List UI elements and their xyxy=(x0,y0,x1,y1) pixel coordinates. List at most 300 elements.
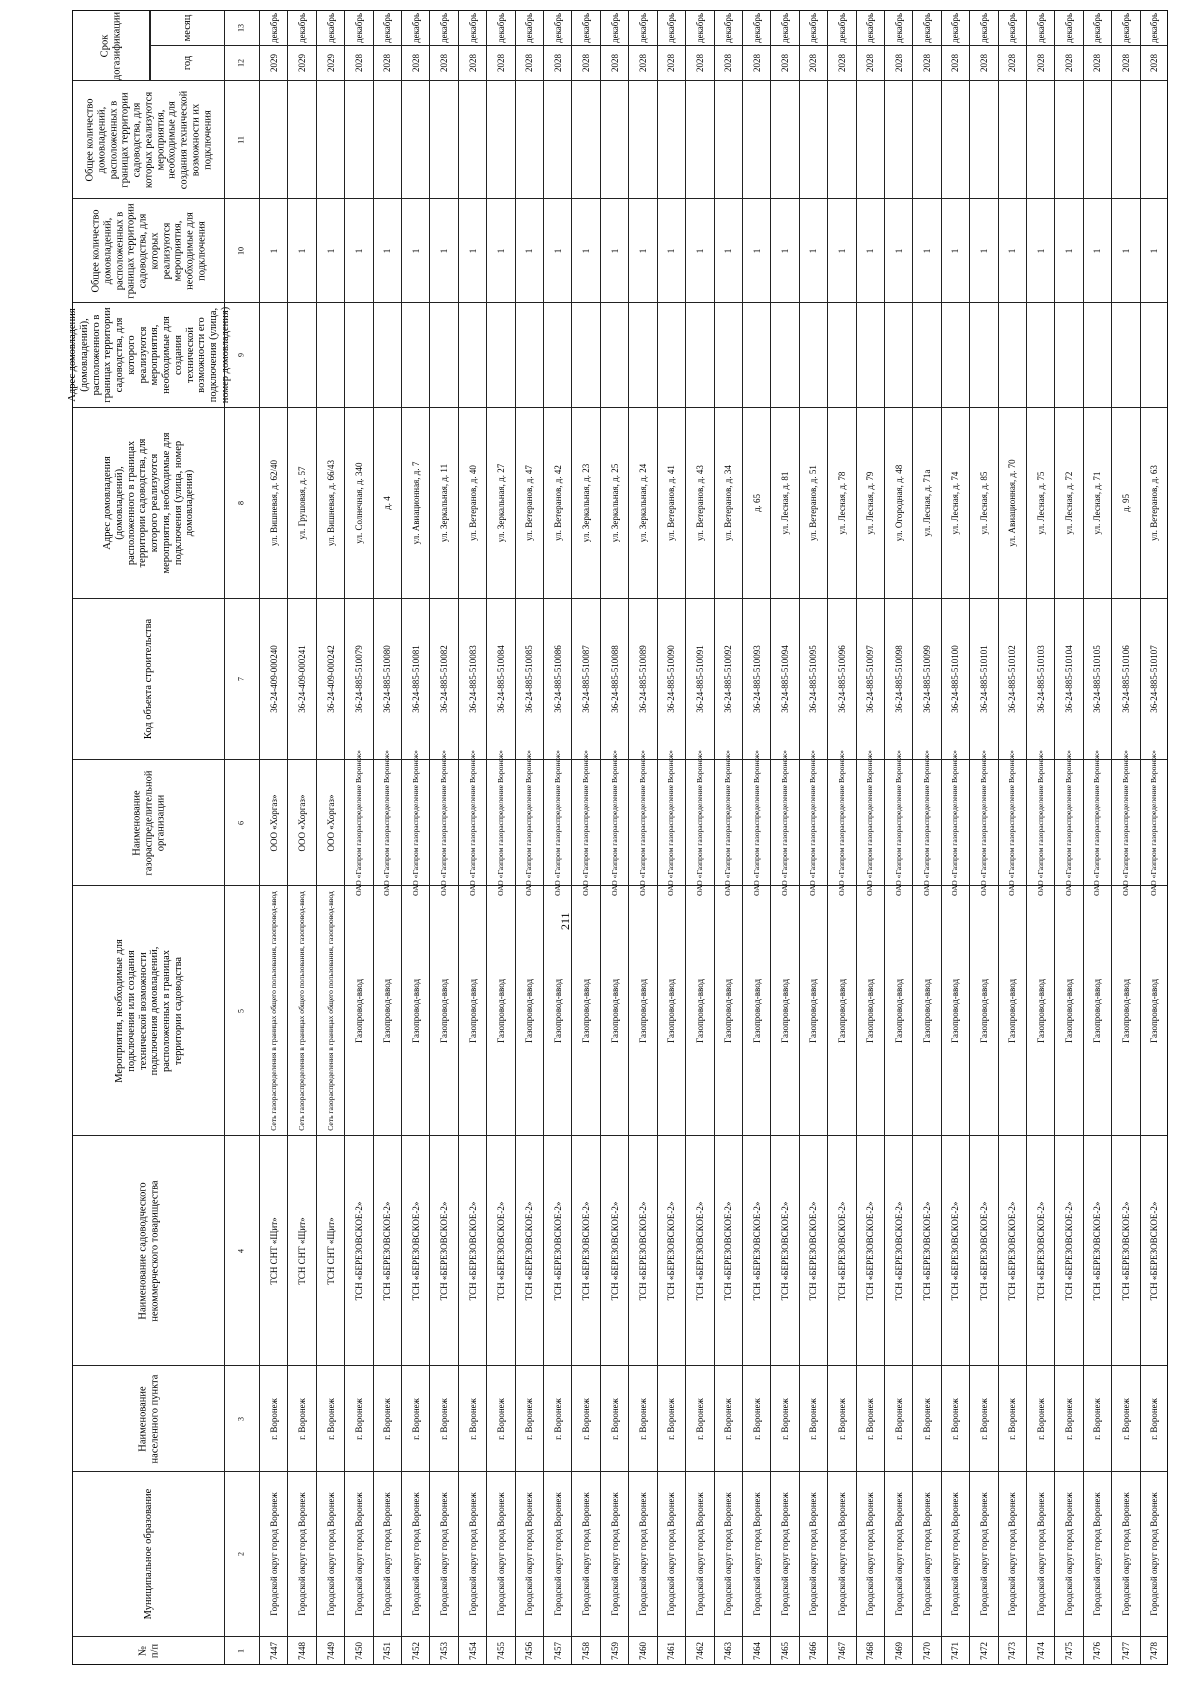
household-address-technical xyxy=(770,302,798,407)
row-number xyxy=(287,1636,315,1665)
settlement xyxy=(287,1365,315,1471)
household-address xyxy=(1111,407,1139,598)
deadline-month xyxy=(998,10,1026,45)
snt-name xyxy=(543,1135,571,1365)
municipality xyxy=(259,1471,287,1636)
deadline-year-text: 2028 xyxy=(439,54,450,72)
deadline-year-text: 2028 xyxy=(467,54,478,72)
municipality xyxy=(1140,1471,1168,1636)
household-address-technical xyxy=(1111,302,1139,407)
deadline-year-text: 2029 xyxy=(325,54,336,72)
column-number-1 xyxy=(224,1636,259,1665)
deadline-month xyxy=(571,10,599,45)
column-number-text: 2 xyxy=(236,1552,246,1556)
households-count-technical xyxy=(856,80,884,198)
measure-text: Газопровод-ввод xyxy=(922,978,933,1043)
household-address-technical xyxy=(486,302,514,407)
settlement xyxy=(1140,1365,1168,1471)
settlement-text: г. Воронеж xyxy=(808,1397,819,1440)
gas-organization xyxy=(515,749,543,896)
household-address xyxy=(912,407,940,598)
municipality xyxy=(969,1471,997,1636)
municipality-text: Городской округ город Воронеж xyxy=(950,1492,961,1616)
households-count-technical xyxy=(770,80,798,198)
gas-organization xyxy=(884,749,912,896)
household-address xyxy=(685,407,713,598)
deadline-year-text: 2028 xyxy=(922,54,933,72)
measure-text: Газопровод-ввод xyxy=(723,978,734,1043)
deadline-year xyxy=(515,45,543,80)
gas-organization-text: ОАО «Газпром газораспределение Воронеж» xyxy=(666,749,676,896)
municipality xyxy=(799,1471,827,1636)
settlement xyxy=(827,1365,855,1471)
households-count xyxy=(628,198,656,302)
deadline-month-text: декабрь xyxy=(779,13,790,43)
municipality-text: Городской округ город Воронеж xyxy=(325,1492,336,1616)
households-count-text: 1 xyxy=(723,248,734,253)
household-address-technical xyxy=(401,302,429,407)
household-address xyxy=(429,407,457,598)
households-count-technical xyxy=(941,80,969,198)
row-number xyxy=(998,1636,1026,1665)
measure xyxy=(259,885,287,1135)
object-code xyxy=(742,598,770,759)
gas-organization xyxy=(685,749,713,896)
deadline-month-text: декабрь xyxy=(1007,13,1018,43)
measure-text: Газопровод-ввод xyxy=(978,978,989,1043)
gas-organization-text: ОАО «Газпром газораспределение Воронеж» xyxy=(1120,749,1130,896)
measure-text: Газопровод-ввод xyxy=(524,978,535,1043)
households-count-text: 1 xyxy=(467,248,478,253)
header-deadline-year xyxy=(150,45,224,80)
households-count-technical xyxy=(1140,80,1168,198)
deadline-month xyxy=(515,10,543,45)
snt-name xyxy=(373,1135,401,1365)
header-household-address xyxy=(72,407,224,598)
gas-organization xyxy=(259,759,287,885)
gas-organization-text: ОАО «Газпром газораспределение Воронеж» xyxy=(978,749,988,896)
row-number-text: 7451 xyxy=(382,1641,393,1660)
measure xyxy=(344,885,372,1135)
gas-organization-text: ОАО «Газпром газораспределение Воронеж» xyxy=(524,749,534,896)
object-code xyxy=(1111,598,1139,759)
measure-text: Газопровод-ввод xyxy=(609,978,620,1043)
gas-organization xyxy=(458,749,486,896)
gas-organization xyxy=(1026,749,1054,896)
snt-name-text: ТСН «БЕРЕЗОВСКОЕ-2» xyxy=(495,1201,506,1300)
municipality xyxy=(373,1471,401,1636)
measure-text: Газопровод-ввод xyxy=(666,978,677,1043)
deadline-year xyxy=(1083,45,1111,80)
household-address-text: ул. Огородная, д. 48 xyxy=(893,464,904,542)
column-number-text: 6 xyxy=(236,820,246,825)
column-number-5 xyxy=(224,885,259,1135)
settlement xyxy=(628,1365,656,1471)
municipality xyxy=(486,1471,514,1636)
measure-text: Газопровод-ввод xyxy=(552,978,563,1043)
settlement-text: г. Воронеж xyxy=(950,1397,961,1440)
municipality xyxy=(714,1471,742,1636)
row-number xyxy=(628,1636,656,1665)
column-number-3 xyxy=(224,1365,259,1471)
measure-text: Газопровод-ввод xyxy=(865,978,876,1043)
deadline-month xyxy=(600,10,628,45)
column-number-6 xyxy=(224,759,259,885)
household-address-text: ул. Лесная, д. 78 xyxy=(836,471,847,535)
gas-organization xyxy=(344,749,372,896)
households-count-text: 1 xyxy=(893,248,904,253)
column-number-text: 1 xyxy=(236,1649,246,1653)
deadline-year xyxy=(373,45,401,80)
household-address-text: ул. Лесная, д. 81 xyxy=(779,471,790,535)
deadline-month-text: декабрь xyxy=(382,13,393,43)
households-count-technical xyxy=(827,80,855,198)
column-number-4 xyxy=(224,1135,259,1365)
deadline-month-text: декабрь xyxy=(1148,13,1159,43)
measure-text: Газопровод-ввод xyxy=(1120,978,1131,1043)
snt-name-text: ТСН «БЕРЕЗОВСКОЕ-2» xyxy=(751,1201,762,1300)
row-number-text: 7469 xyxy=(893,1641,904,1660)
settlement-text: г. Воронеж xyxy=(581,1397,592,1440)
households-count-text: 1 xyxy=(1148,248,1159,253)
households-count-technical xyxy=(259,80,287,198)
deadline-month xyxy=(287,10,315,45)
settlement xyxy=(884,1365,912,1471)
row-number-text: 7476 xyxy=(1092,1641,1103,1660)
object-code xyxy=(458,598,486,759)
gas-organization-text: ОАО «Газпром газораспределение Воронеж» xyxy=(864,749,874,896)
municipality-text: Городской округ город Воронеж xyxy=(836,1492,847,1616)
settlement-text: г. Воронеж xyxy=(1007,1397,1018,1440)
measure xyxy=(856,885,884,1135)
households-count xyxy=(1083,198,1111,302)
measure xyxy=(458,885,486,1135)
snt-name-text: ТСН «БЕРЕЗОВСКОЕ-2» xyxy=(865,1201,876,1300)
household-address-text: ул. Зеркальная, д. 27 xyxy=(495,463,506,543)
households-count-text: 1 xyxy=(325,248,336,253)
households-count-technical xyxy=(998,80,1026,198)
households-count-text: 1 xyxy=(609,248,620,253)
households-count xyxy=(827,198,855,302)
deadline-year-text: 2028 xyxy=(1092,54,1103,72)
object-code xyxy=(941,598,969,759)
households-count xyxy=(458,198,486,302)
household-address xyxy=(373,407,401,598)
column-number-10 xyxy=(224,198,259,302)
deadline-year-text: 2028 xyxy=(723,54,734,72)
settlement-text: г. Воронеж xyxy=(779,1397,790,1440)
household-address-text: ул. Зеркальная, д. 25 xyxy=(609,463,620,543)
measure-text: Газопровод-ввод xyxy=(950,978,961,1043)
household-address xyxy=(401,407,429,598)
household-address xyxy=(657,407,685,598)
municipality xyxy=(1111,1471,1139,1636)
municipality xyxy=(998,1471,1026,1636)
municipality-text: Городской округ город Воронеж xyxy=(637,1492,648,1616)
municipality xyxy=(884,1471,912,1636)
gas-organization-text: ООО «Хоргаз» xyxy=(268,794,279,851)
municipality-text: Городской округ город Воронеж xyxy=(382,1492,393,1616)
gas-organization xyxy=(998,749,1026,896)
household-address-technical xyxy=(856,302,884,407)
settlement-text: г. Воронеж xyxy=(524,1397,535,1440)
municipality-text: Городской округ город Воронеж xyxy=(495,1492,506,1616)
object-code xyxy=(1140,598,1168,759)
measure-text: Газопровод-ввод xyxy=(439,978,450,1043)
header-household-address-text: Адрес домовладения (домовладений), расположенного в границах территории садоводства, для которого реализуются мероприятия, необходимые для подключения (улица, номер домовладения) xyxy=(101,432,195,574)
header-households-count-technical xyxy=(72,80,224,198)
gas-organization-text: ОАО «Газпром газораспределение Воронеж» xyxy=(410,749,420,896)
settlement xyxy=(429,1365,457,1471)
object-code-text: 36-24-885-510106 xyxy=(1120,645,1131,713)
households-count-technical xyxy=(458,80,486,198)
households-count-technical xyxy=(685,80,713,198)
households-count-technical xyxy=(628,80,656,198)
municipality xyxy=(941,1471,969,1636)
measure-text: Газопровод-ввод xyxy=(751,978,762,1043)
households-count-text: 1 xyxy=(439,248,450,253)
object-code-text: 36-24-885-510104 xyxy=(1064,645,1075,713)
deadline-month-text: декабрь xyxy=(495,13,506,43)
measure-text: Газопровод-ввод xyxy=(637,978,648,1043)
gas-organization xyxy=(316,759,344,885)
municipality xyxy=(1083,1471,1111,1636)
deadline-year xyxy=(1054,45,1082,80)
municipality-text: Городской округ город Воронеж xyxy=(751,1492,762,1616)
deadline-year-text: 2028 xyxy=(410,54,421,72)
row-number-text: 7449 xyxy=(325,1641,336,1660)
household-address-technical xyxy=(969,302,997,407)
households-count xyxy=(1054,198,1082,302)
households-count-text: 1 xyxy=(581,248,592,253)
household-address xyxy=(742,407,770,598)
households-count xyxy=(799,198,827,302)
header-gas-organization xyxy=(72,759,224,885)
header-households-count xyxy=(72,198,224,302)
deadline-year xyxy=(1140,45,1168,80)
object-code xyxy=(1054,598,1082,759)
municipality-text: Городской округ город Воронеж xyxy=(410,1492,421,1616)
gas-organization xyxy=(486,749,514,896)
households-count xyxy=(373,198,401,302)
household-address-technical xyxy=(799,302,827,407)
row-number xyxy=(373,1636,401,1665)
row-number-text: 7473 xyxy=(1007,1641,1018,1660)
row-number xyxy=(884,1636,912,1665)
row-number-text: 7475 xyxy=(1064,1641,1075,1660)
household-address-technical xyxy=(259,302,287,407)
measure xyxy=(998,885,1026,1135)
households-count-text: 1 xyxy=(495,248,506,253)
object-code xyxy=(1083,598,1111,759)
header-measure xyxy=(72,885,224,1135)
row-number xyxy=(1111,1636,1139,1665)
measure xyxy=(571,885,599,1135)
household-address-text: ул. Лесная, д. 71 xyxy=(1092,471,1103,535)
gas-organization xyxy=(600,749,628,896)
gas-organization-text: ОАО «Газпром газораспределение Воронеж» xyxy=(382,749,392,896)
gas-organization xyxy=(1111,749,1139,896)
snt-name-text: ТСН «БЕРЕЗОВСКОЕ-2» xyxy=(581,1201,592,1300)
deadline-year xyxy=(969,45,997,80)
municipality-text: Городской округ город Воронеж xyxy=(609,1492,620,1616)
snt-name-text: ТСН «БЕРЕЗОВСКОЕ-2» xyxy=(439,1201,450,1300)
municipality-text: Городской округ город Воронеж xyxy=(1092,1492,1103,1616)
households-count xyxy=(1140,198,1168,302)
object-code-text: 36-24-885-510102 xyxy=(1007,645,1018,713)
object-code-text: 36-24-885-510103 xyxy=(1035,645,1046,713)
households-count-technical xyxy=(543,80,571,198)
deadline-month-text: декабрь xyxy=(922,13,933,43)
deadline-month xyxy=(458,10,486,45)
object-code xyxy=(515,598,543,759)
measure-text: Газопровод-ввод xyxy=(808,978,819,1043)
header-settlement-text: Наименование населенного пункта xyxy=(136,1374,160,1463)
deadline-month xyxy=(486,10,514,45)
municipality-text: Городской округ город Воронеж xyxy=(723,1492,734,1616)
household-address xyxy=(1054,407,1082,598)
households-count-technical xyxy=(1026,80,1054,198)
deadline-year xyxy=(998,45,1026,80)
measure xyxy=(827,885,855,1135)
settlement xyxy=(912,1365,940,1471)
deadline-month-text: декабрь xyxy=(268,13,279,43)
snt-name xyxy=(884,1135,912,1365)
deadline-month-text: декабрь xyxy=(524,13,535,43)
deadline-year-text: 2028 xyxy=(836,54,847,72)
households-count xyxy=(1026,198,1054,302)
gas-organization xyxy=(657,749,685,896)
gas-organization xyxy=(912,749,940,896)
deadline-month xyxy=(316,10,344,45)
row-number-text: 7468 xyxy=(865,1641,876,1660)
snt-name xyxy=(344,1135,372,1365)
settlement-text: г. Воронеж xyxy=(1064,1397,1075,1440)
row-number xyxy=(1140,1636,1168,1665)
municipality xyxy=(344,1471,372,1636)
gas-organization-text: ОАО «Газпром газораспределение Воронеж» xyxy=(722,749,732,896)
deadline-year xyxy=(458,45,486,80)
gas-organization-text: ОАО «Газпром газораспределение Воронеж» xyxy=(1007,749,1017,896)
deadline-month xyxy=(884,10,912,45)
deadline-month-text: декабрь xyxy=(581,13,592,43)
snt-name-text: ТСН «БЕРЕЗОВСКОЕ-2» xyxy=(552,1201,563,1300)
object-code xyxy=(429,598,457,759)
deadline-year-text: 2028 xyxy=(609,54,620,72)
header-household-address-technical-text: Адрес домовладения (домовладений), расположенного в границах территории садоводства, для которого реализуются мероприятия, необходимые для создания технической возможности его подключения (улица, номер домовладения) xyxy=(66,306,230,404)
deadline-year xyxy=(429,45,457,80)
row-number-text: 7462 xyxy=(694,1641,705,1660)
deadline-year-text: 2029 xyxy=(268,54,279,72)
measure-text: Сеть газораспределения в границах общего пользования, газопровод-ввод xyxy=(268,890,278,1131)
household-address xyxy=(1026,407,1054,598)
column-number-2 xyxy=(224,1471,259,1636)
deadline-month-text: декабрь xyxy=(865,13,876,43)
households-count-text: 1 xyxy=(1120,248,1131,253)
object-code xyxy=(770,598,798,759)
gas-organization xyxy=(827,749,855,896)
deadline-month xyxy=(714,10,742,45)
deadline-year-text: 2028 xyxy=(950,54,961,72)
deadline-month-text: декабрь xyxy=(1120,13,1131,43)
object-code xyxy=(657,598,685,759)
row-number xyxy=(316,1636,344,1665)
measure-text: Газопровод-ввод xyxy=(495,978,506,1043)
snt-name xyxy=(742,1135,770,1365)
page-number: 211 xyxy=(558,912,572,930)
column-number-7 xyxy=(224,598,259,759)
deadline-year xyxy=(856,45,884,80)
deadline-year xyxy=(287,45,315,80)
deadline-year xyxy=(742,45,770,80)
deadline-month-text: декабрь xyxy=(552,13,563,43)
snt-name-text: ТСН СНТ «Щит» xyxy=(325,1216,336,1285)
deadline-year xyxy=(543,45,571,80)
households-count xyxy=(941,198,969,302)
deadline-year-text: 2028 xyxy=(1120,54,1131,72)
measure-text: Газопровод-ввод xyxy=(581,978,592,1043)
household-address-technical xyxy=(1054,302,1082,407)
row-number-text: 7447 xyxy=(268,1641,279,1660)
deadline-year xyxy=(827,45,855,80)
households-count-technical xyxy=(742,80,770,198)
household-address xyxy=(1083,407,1111,598)
snt-name xyxy=(1083,1135,1111,1365)
measure xyxy=(486,885,514,1135)
gas-organization xyxy=(401,749,429,896)
household-address-text: ул. Ветеранов, д. 40 xyxy=(467,465,478,541)
row-number-text: 7458 xyxy=(581,1641,592,1660)
settlement xyxy=(344,1365,372,1471)
household-address xyxy=(628,407,656,598)
measure-text: Газопровод-ввод xyxy=(1007,978,1018,1043)
household-address xyxy=(600,407,628,598)
settlement-text: г. Воронеж xyxy=(893,1397,904,1440)
deadline-month xyxy=(742,10,770,45)
municipality-text: Городской округ город Воронеж xyxy=(893,1492,904,1616)
deadline-month xyxy=(373,10,401,45)
settlement xyxy=(259,1365,287,1471)
settlement xyxy=(1083,1365,1111,1471)
row-number-text: 7464 xyxy=(751,1641,762,1660)
object-code xyxy=(316,598,344,759)
row-number xyxy=(515,1636,543,1665)
object-code-text: 36-24-885-510083 xyxy=(467,645,478,713)
municipality xyxy=(458,1471,486,1636)
row-number-text: 7465 xyxy=(779,1641,790,1660)
measure xyxy=(1054,885,1082,1135)
gas-organization-text: ОАО «Газпром газораспределение Воронеж» xyxy=(921,749,931,896)
gas-organization-text: ОАО «Газпром газораспределение Воронеж» xyxy=(808,749,818,896)
household-address xyxy=(486,407,514,598)
object-code xyxy=(714,598,742,759)
row-number xyxy=(1083,1636,1111,1665)
households-count xyxy=(515,198,543,302)
deadline-year xyxy=(486,45,514,80)
households-count-technical xyxy=(799,80,827,198)
deadline-month-text: декабрь xyxy=(836,13,847,43)
object-code-text: 36-24-885-510090 xyxy=(666,645,677,713)
settlement xyxy=(1026,1365,1054,1471)
snt-name-text: ТСН «БЕРЕЗОВСКОЕ-2» xyxy=(1007,1201,1018,1300)
object-code-text: 36-24-885-510099 xyxy=(922,645,933,713)
row-number-text: 7471 xyxy=(950,1641,961,1660)
municipality-text: Городской округ город Воронеж xyxy=(552,1492,563,1616)
object-code-text: 36-24-885-510094 xyxy=(779,645,790,713)
row-number-text: 7472 xyxy=(978,1641,989,1660)
gas-organization xyxy=(770,749,798,896)
municipality-text: Городской округ город Воронеж xyxy=(1148,1492,1159,1616)
